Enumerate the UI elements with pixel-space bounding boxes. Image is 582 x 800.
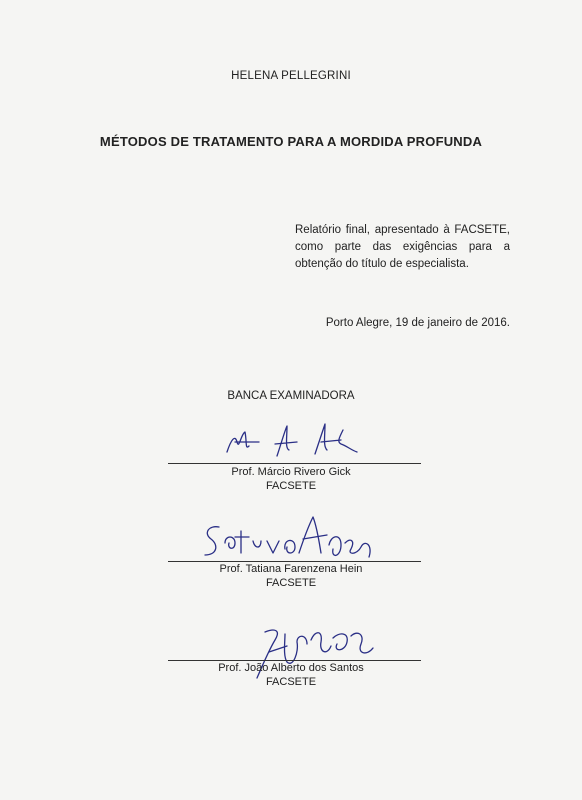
- document-title: MÉTODOS DE TRATAMENTO PARA A MORDIDA PROFUNDA: [99, 134, 483, 149]
- nature-line: Relatório final, apresentado à FACSETE,: [295, 224, 510, 236]
- examiner-institution-2: FACSETE: [265, 577, 317, 589]
- examiner-institution-3: FACSETE: [265, 676, 317, 688]
- examiner-name-1: Prof. Márcio Rivero Gick: [231, 466, 351, 478]
- examiner-name-2: Prof. Tatiana Farenzena Hein: [219, 563, 363, 575]
- signature-line-2: [168, 561, 421, 562]
- signature-1: [215, 420, 375, 465]
- examiner-name-3: Prof. João Alberto dos Santos: [218, 662, 364, 674]
- nature-line: como parte das exigências para a: [295, 241, 510, 253]
- nature-statement: [295, 222, 510, 273]
- place-date: Porto Alegre, 19 de janeiro de 2016.: [325, 317, 510, 329]
- signature-line-1: [168, 463, 421, 464]
- signature-2: [195, 505, 395, 565]
- author-name: HELENA PELLEGRINI: [231, 70, 351, 82]
- examiner-institution-1: FACSETE: [265, 480, 317, 492]
- nature-line: obtenção do título de especialista.: [295, 258, 469, 270]
- examining-board-title: BANCA EXAMINADORA: [227, 390, 355, 402]
- signature-line-3: [168, 660, 421, 661]
